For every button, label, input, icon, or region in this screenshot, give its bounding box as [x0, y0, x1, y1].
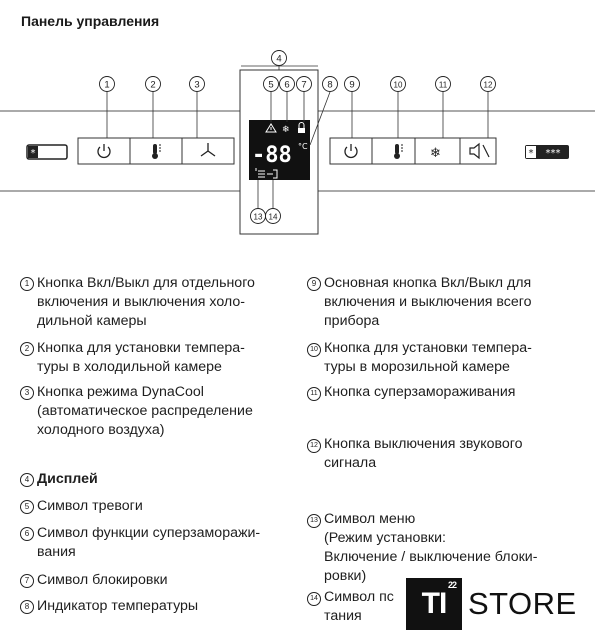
- legend-number: 13: [307, 514, 321, 528]
- callout-14: [266, 209, 281, 224]
- legend-text-continuation: холодного воздуха): [37, 422, 165, 438]
- legend-item-3: [20, 383, 253, 440]
- legend-text: Кнопка для установки темпера-: [37, 340, 245, 356]
- callout-label: 8: [327, 79, 333, 91]
- legend-item-11: [307, 383, 515, 402]
- legend-text-continuation: Включение / выключение блоки-: [324, 549, 538, 565]
- superfrost-button-icon: ❄: [430, 146, 441, 161]
- legend-number: 4: [20, 473, 34, 487]
- legend-text-continuation: ровки): [324, 568, 367, 584]
- legend-item-7: [20, 571, 168, 590]
- callout-label: 12: [483, 80, 493, 90]
- callout-10: [391, 77, 406, 92]
- legend-text: Символ функции суперзаморажи-: [37, 525, 261, 541]
- svg-text:*: *: [528, 148, 534, 159]
- callout-label: 11: [438, 80, 448, 90]
- legend-text-continuation: (автоматическое распределение: [37, 403, 253, 419]
- svg-text:***: ***: [545, 148, 561, 159]
- legend-item-1: [20, 274, 255, 331]
- callout-2: [146, 77, 161, 92]
- display-temperature: -88: [252, 143, 292, 168]
- callout-label: 6: [284, 79, 290, 91]
- callout-label: 4: [276, 53, 282, 65]
- legend-number: 6: [20, 527, 34, 541]
- legend-number: 12: [307, 439, 321, 453]
- legend-item-8: [20, 597, 198, 616]
- callout-label: 3: [194, 79, 200, 91]
- callout-12: [481, 77, 496, 92]
- legend-text-continuation: сигнала: [324, 455, 377, 471]
- legend-item-4: [20, 470, 98, 489]
- legend-number: 14: [307, 592, 321, 606]
- callout-1: [100, 77, 115, 92]
- legend-text: Символ тревоги: [37, 498, 143, 514]
- callout-label: 5: [268, 79, 274, 91]
- legend-text-continuation: включения и выключения холо-: [37, 294, 245, 310]
- legend-item-13: [307, 510, 537, 586]
- legend-text-continuation: туры в холодильной камере: [37, 359, 222, 375]
- store-logo: [406, 576, 580, 632]
- legend-number: 10: [307, 343, 321, 357]
- fridge-compartment-indicator: [27, 145, 67, 159]
- logo-superscript: 22: [447, 580, 456, 590]
- callout-label: 10: [393, 80, 403, 90]
- legend-text-continuation: прибора: [324, 313, 380, 329]
- legend-text: Символ меню: [324, 511, 416, 527]
- logo-box-text: TI: [421, 587, 447, 620]
- callout-label: 14: [268, 212, 278, 222]
- callout-9: [345, 77, 360, 92]
- legend-number: 11: [307, 387, 321, 401]
- legend-text: Кнопка для установки темпера-: [324, 340, 532, 356]
- legend-text-continuation: тания: [324, 608, 362, 624]
- callout-6: [280, 77, 295, 92]
- legend-number: 1: [20, 277, 34, 291]
- callout-label: 7: [301, 79, 307, 91]
- display-unit: °C: [298, 142, 308, 151]
- legend-item-10: [307, 339, 532, 377]
- legend-text: Символ пс: [324, 589, 394, 605]
- callout-8: [323, 77, 338, 92]
- callout-5: [264, 77, 279, 92]
- right-buttons-group: [330, 138, 496, 164]
- legend-number: 7: [20, 574, 34, 588]
- callout-4: [272, 51, 287, 66]
- legend-text-continuation: (Режим установки:: [324, 530, 446, 546]
- page-title: Панель управления: [21, 13, 160, 29]
- legend-item-6: [20, 524, 260, 562]
- callout-7: [297, 77, 312, 92]
- legend-text-continuation: вания: [37, 544, 76, 560]
- svg-text:*: *: [30, 148, 36, 159]
- legend-number: 8: [20, 600, 34, 614]
- legend-text-continuation: дильной камеры: [37, 313, 147, 329]
- callout-label: 1: [104, 79, 110, 91]
- callout-3: [190, 77, 205, 92]
- legend-text: Кнопка выключения звукового: [324, 436, 523, 452]
- legend-item-9: [307, 274, 532, 331]
- callout-13: [251, 209, 266, 224]
- legend-number: 2: [20, 342, 34, 356]
- legend-number: 3: [20, 386, 34, 400]
- callout-label: 13: [253, 212, 263, 222]
- legend-item-12: [307, 435, 523, 473]
- control-panel-diagram: [0, 0, 595, 250]
- legend-number: 9: [307, 277, 321, 291]
- legend-text-continuation: включения и выключения всего: [324, 294, 532, 310]
- legend-text: Кнопка суперзамораживания: [324, 384, 516, 400]
- freezer-compartment-indicator: [525, 145, 569, 159]
- callout-label: 2: [150, 79, 156, 91]
- legend-item-2: [20, 339, 245, 377]
- legend-text: Основная кнопка Вкл/Выкл для: [324, 275, 532, 291]
- legend-number: 5: [20, 500, 34, 514]
- legend-item-14: [307, 588, 394, 626]
- legend-item-5: [20, 497, 143, 516]
- logo-store-text: STORE: [468, 586, 577, 621]
- legend-text: Кнопка Вкл/Выкл для отдельного: [37, 275, 255, 291]
- callout-label: 9: [349, 79, 355, 91]
- legend-text: Символ блокировки: [37, 572, 168, 588]
- legend-text: Кнопка режима DynaCool: [37, 384, 204, 400]
- callout-11: [436, 77, 451, 92]
- superfrost-symbol-icon: ❄: [282, 125, 290, 135]
- legend-text: Индикатор температуры: [37, 598, 199, 614]
- legend-text-continuation: туры в морозильной камере: [324, 359, 510, 375]
- legend-text: Дисплей: [37, 471, 98, 487]
